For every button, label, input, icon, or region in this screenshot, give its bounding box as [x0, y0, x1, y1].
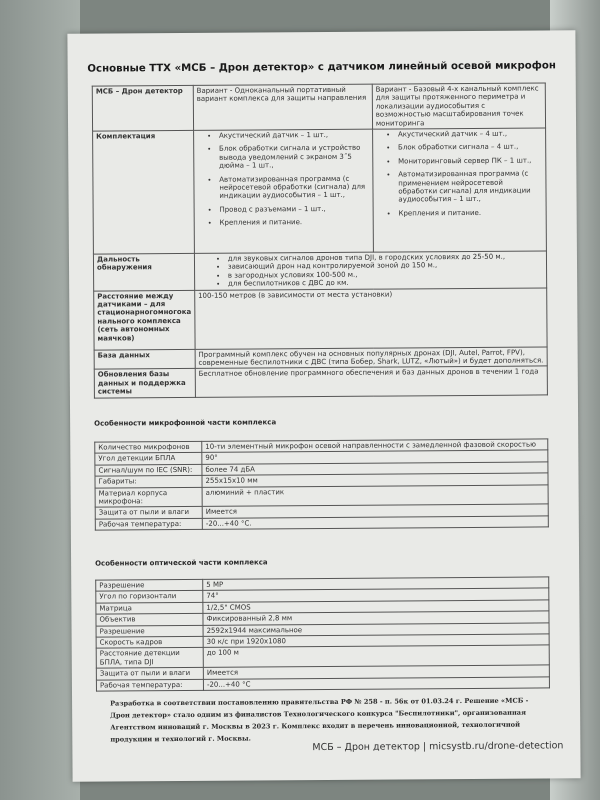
list-item: • Блок обработки сигнала – 4 шт., — [398, 143, 542, 152]
rasstoyanie-label: Расстояние между датчиками – для стационарногомногока нального комплекса (сеть автономных маячков) — [94, 290, 195, 350]
komplektacia-label: Комплектация — [93, 130, 195, 254]
opt-key-cell: Разрешение — [96, 579, 203, 591]
footer-note: Разработка в соответствии постановлению правительства РФ № 258 - п. 56к от 01.03.24 г. Решение «МСБ - Дрон детектор» стало одним из финалистов Технологического конкурса "Беспилотники", организованная Агентством инноваций г. Москвы в 2023 г. Комплекс входит в перечень инновационной, технологичной продукции и технологий г. Москвы. — [110, 696, 529, 744]
komplektacia-v2-cell — [372, 128, 546, 252]
rasstoyanie-value: 100-150 метров (в зависимости от места установки) — [195, 288, 548, 349]
footer-brand: МСБ – Дрон детектор | micsystb.ru/drone-detection — [312, 740, 564, 754]
baza-label: База данных — [94, 349, 195, 370]
komplektacia-v2-list — [376, 130, 543, 218]
opt-key-cell: Расстояние детекции БПЛА, типа DJI — [96, 648, 203, 669]
mic-key-cell: Материал корпуса микрофона: — [95, 487, 202, 508]
opt-key-cell: Скорость кадров — [96, 636, 203, 648]
baza-value: Программный комплекс обучен на основных популярных дронах (DJI, Autel, Parrot, FPV), современные беспилотники с ДВС (типа Бобер, Shark, LUTZ, «Лютый») и будет дополняться. — [195, 347, 547, 369]
opt-key-cell: Разрешение — [96, 625, 203, 637]
dalnost-list — [198, 252, 543, 288]
section-opt-heading: Особенности оптической части комплекса — [95, 558, 268, 568]
opt-value-cell: 74° — [203, 588, 549, 602]
obnovlenia-value: Бесплатное обновление программного обеспечения и баз данных дронов в течении 1 года — [195, 366, 547, 397]
opt-key-cell: Объектив — [96, 614, 203, 626]
table-row — [94, 366, 547, 397]
mic-key-cell: Габариты: — [95, 476, 202, 488]
opt-value-cell: Фиксированный 2,8 мм — [203, 611, 549, 625]
mic-key-cell: Угол детекции БПЛА — [95, 453, 202, 465]
mic-value-cell: 90° — [202, 450, 548, 464]
variant1-cell: Вариант - Одноканальный портативный вариант комплекса для защиты направления — [193, 84, 372, 130]
mic-value-cell: Имеется — [202, 504, 548, 518]
list-item: • Акустический датчик – 4 шт., — [398, 130, 542, 139]
list-item: • Блок обработки сигнала и устройство вывода уведомлений с экраном 3˝5 дюйма – 1 шт., — [219, 144, 369, 170]
mic-key-cell: Защита от пыли и влаги — [95, 507, 202, 519]
list-item: • Мониторинговый сервер ПК – 1 шт., — [398, 156, 542, 165]
opt-key-cell: Угол по горизонтали — [96, 591, 203, 603]
mic-key-cell: Сигнал/шум по IEC (SNR): — [95, 464, 202, 476]
table-row — [92, 83, 545, 131]
mic-value-cell: 255x15x10 мм — [202, 473, 548, 487]
list-item: • Автоматизированная программа (с применением нейросетевой обработки сигнала) для индикации аудиособытия – 1 шт., — [398, 170, 542, 205]
mic-key-cell: Количество микрофонов — [95, 441, 202, 453]
variant2-cell: Вариант - Базовый 4-х канальный комплекс для защиты протяженного периметра и локализации аудиособытия с возможностью масштабирования точек мониторинга — [372, 83, 545, 129]
list-item: • для звуковых сигналов дронов типа DJI, в городских условиях до 25-50 м., — [228, 252, 543, 263]
table-row — [96, 677, 549, 692]
table-row — [93, 128, 547, 254]
mic-key-cell: Рабочая температура: — [95, 518, 202, 530]
opt-value-cell: до 100 м — [203, 645, 549, 667]
opt-value-cell: -20...+40 °С — [203, 677, 549, 691]
table-row — [93, 251, 546, 291]
list-item: • Автоматизированная программа (с нейросетевой обработки (сигнала) для индикации аудиособытия – 1 шт., — [219, 174, 369, 200]
list-item: • в загородных условиях 100-500 м., — [228, 269, 543, 280]
mic-value-cell: 10-ти элементный микрофон осевой направленности с замедленной фазовой скоростью — [202, 439, 548, 453]
opt-key-cell: Защита от пыли и влаги — [96, 668, 203, 680]
spec-table-mic — [94, 438, 549, 530]
dalnost-cell — [194, 251, 546, 290]
opt-value-cell: 30 к/с при 1920x1080 — [203, 634, 549, 648]
dalnost-label: Дальность обнаружения — [93, 253, 194, 290]
spec-table-main — [92, 82, 548, 398]
mic-value-cell: более 74 дБА — [202, 462, 548, 476]
obnovlenia-label: Обновления базы данных и поддержка системы — [94, 369, 195, 398]
section-mic-heading: Особенности микрофонной части комплекса — [94, 418, 277, 428]
list-item: • зависающий дрон над контролируемой зоной до 150 м., — [228, 261, 543, 272]
list-item: • Крепления и питание. — [220, 218, 370, 227]
spec-table-optical — [95, 576, 550, 691]
komplektacia-v1-cell — [193, 129, 373, 253]
list-item: • для беспилотников с ДВС до км. — [228, 278, 543, 289]
opt-value-cell: 5 MP — [203, 577, 549, 591]
mic-value-cell: -20...+40 °С. — [202, 516, 548, 530]
opt-key-cell: Рабочая температура: — [96, 679, 203, 691]
table-row — [95, 516, 548, 531]
list-item: • Крепления и питание. — [398, 208, 542, 217]
opt-value-cell: Имеется — [203, 665, 549, 679]
komplektacia-v1-list — [197, 131, 370, 228]
opt-value-cell: 1/2,5" CMOS — [203, 600, 549, 614]
opt-value-cell: 2592x1944 максимальное — [203, 623, 549, 637]
page-title: Основные ТТХ «МСБ – Дрон детектор» с датчиком линейный осевой микрофон — [87, 60, 556, 75]
table-row — [94, 288, 547, 350]
list-item: • Акустический датчик – 1 шт., — [219, 131, 369, 140]
opt-key-cell: Матрица — [96, 602, 203, 614]
mic-value-cell: алюминий + пластик — [202, 485, 548, 507]
product-name-cell: МСБ – Дрон детектор — [92, 85, 193, 131]
document-sheet — [67, 30, 580, 782]
list-item: • Провод с разъемами – 1 шт., — [219, 205, 369, 214]
